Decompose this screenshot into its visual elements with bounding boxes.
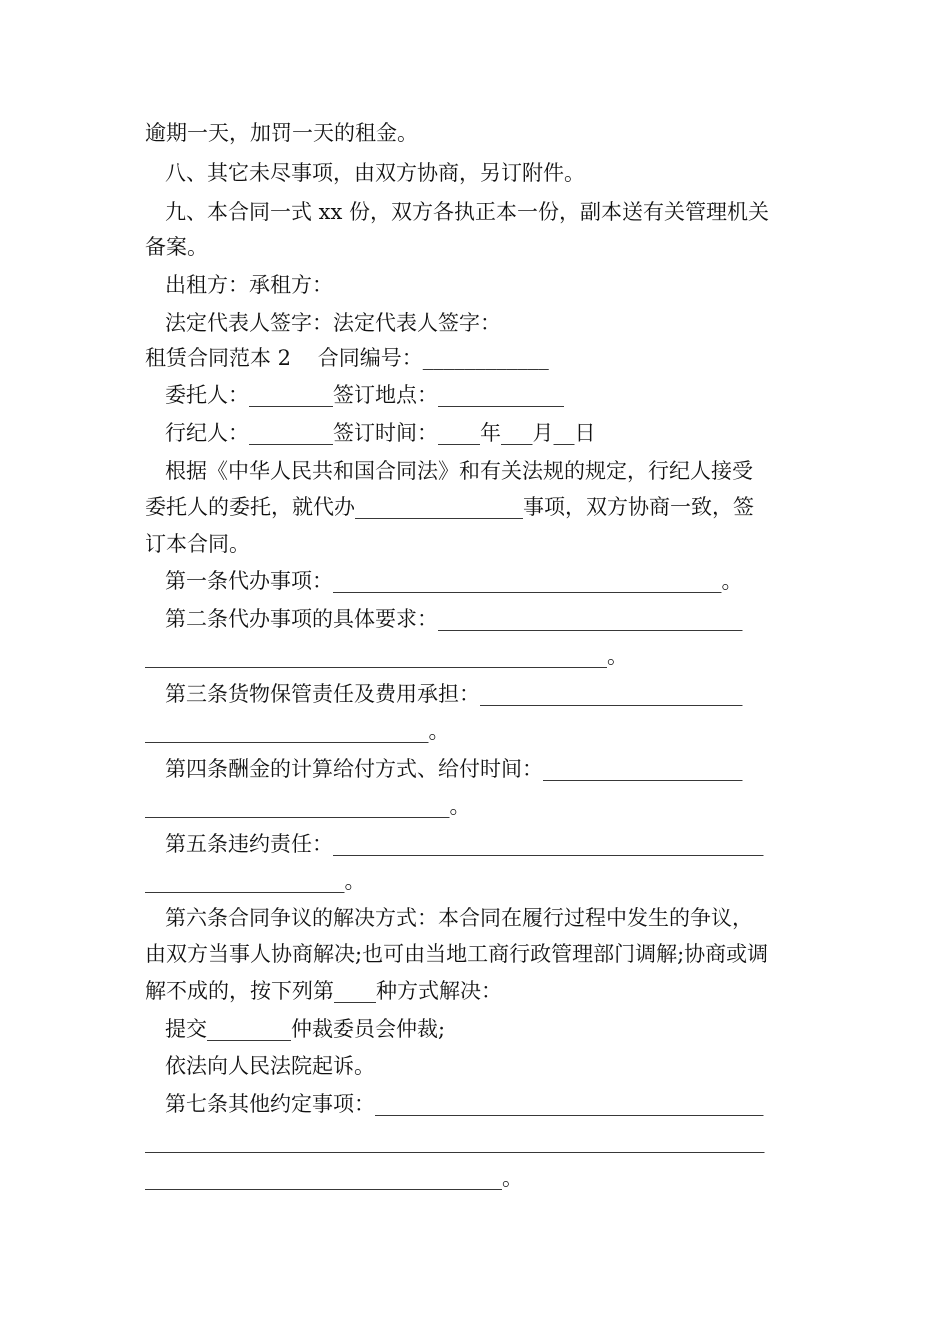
text-line: 第三条货物保管责任及费用承担：_________________________	[165, 682, 743, 706]
text-line: 第一条代办事项：_____________________________________。	[165, 569, 743, 593]
text-line: 订本合同。	[145, 532, 250, 556]
text-line: ___________________________。	[145, 719, 450, 743]
text-line: 租赁合同范本 2 合同编号：____________	[145, 346, 549, 370]
text-line: 八、其它未尽事项，由双方协商，另订附件。	[165, 161, 585, 185]
text-line: 解不成的，按下列第____种方式解决：	[145, 979, 502, 1003]
text-line: ___________________。	[145, 869, 366, 893]
text-line: 提交________仲裁委员会仲裁;	[165, 1017, 446, 1041]
text-line: 第七条其他约定事项：_____________________________________	[165, 1092, 764, 1116]
text-line: ____________________________________________。	[145, 644, 628, 668]
text-line: 第五条违约责任：_________________________________________	[165, 832, 764, 856]
text-line: 依法向人民法院起诉。	[165, 1054, 375, 1078]
text-line: 法定代表人签字：法定代表人签字：	[165, 311, 501, 335]
text-line: 出租方：承租方：	[165, 273, 333, 297]
text-line: 九、本合同一式 xx 份，双方各执正本一份，副本送有关管理机关	[165, 200, 770, 224]
text-line: 行纪人：________签订时间：____年___月__日	[165, 421, 596, 445]
text-line: 委托人的委托，就代办________________事项，双方协商一致，签	[145, 495, 754, 519]
text-line: 第四条酬金的计算给付方式、给付时间：___________________	[165, 757, 743, 781]
text-line: _____________________________。	[145, 794, 471, 818]
text-line: ___________________________________________________________	[145, 1129, 765, 1153]
text-line: 根据《中华人民共和国合同法》和有关法规的规定，行纪人接受	[165, 459, 753, 483]
text-line: __________________________________。	[145, 1166, 523, 1190]
text-line: 备案。	[145, 235, 208, 259]
text-line: 委托人：________签订地点：____________	[165, 383, 564, 407]
text-line: 逾期一天，加罚一天的租金。	[145, 121, 418, 145]
text-line: 第二条代办事项的具体要求：_____________________________	[165, 607, 743, 631]
text-line: 由双方当事人协商解决;也可由当地工商行政管理部门调解;协商或调	[145, 942, 769, 966]
text-line: 第六条合同争议的解决方式：本合同在履行过程中发生的争议，	[165, 906, 753, 930]
